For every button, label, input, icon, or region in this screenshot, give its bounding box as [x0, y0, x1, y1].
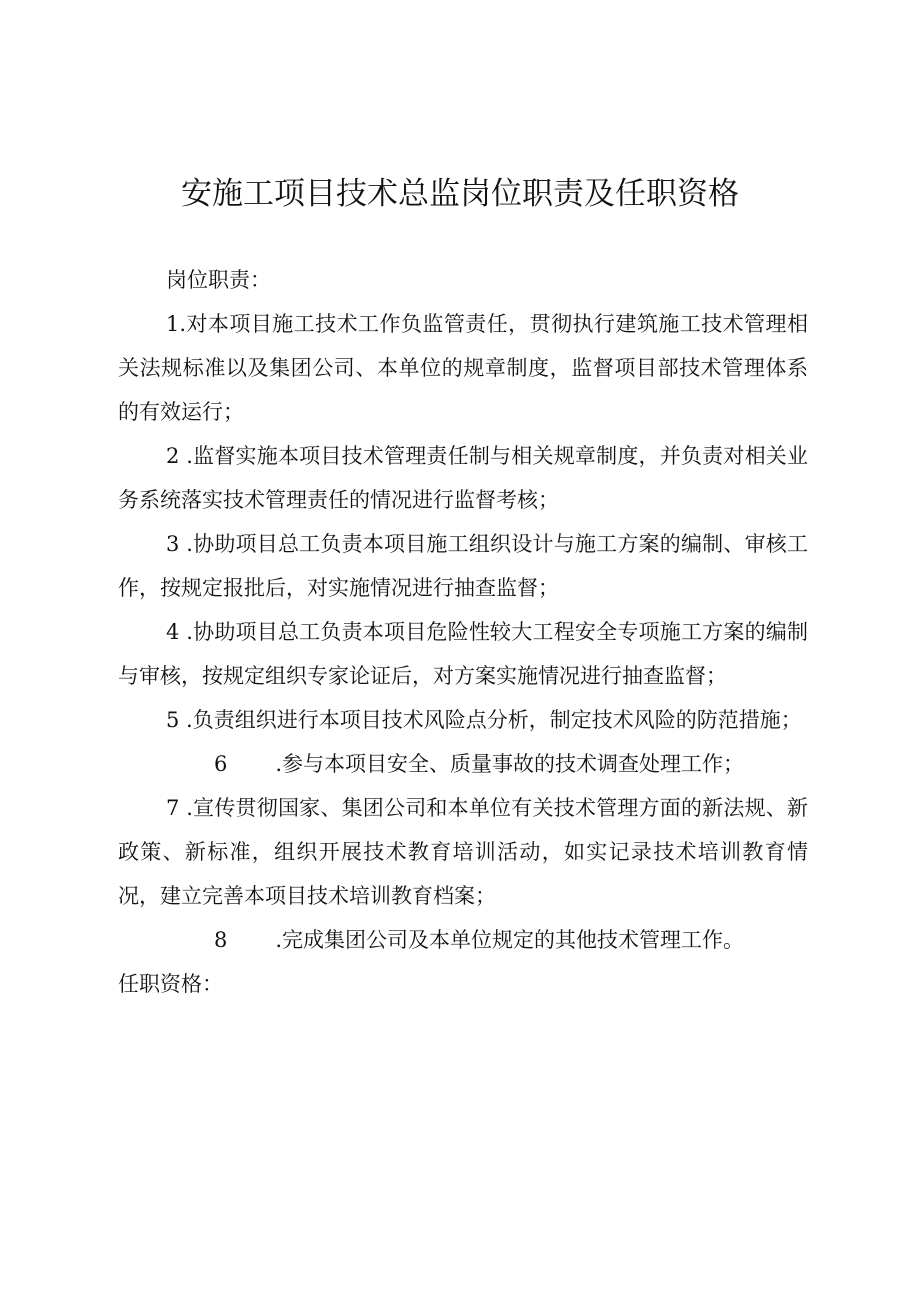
duty-item-5: 5 .负责组织进行本项目技术风险点分析，制定技术风险的防范措施；: [166, 708, 802, 732]
duty-item-6: [118, 742, 808, 786]
duty-item-6-number: 6: [214, 752, 228, 776]
duty-item-8-number: 8: [214, 928, 228, 952]
document-title: 安施工项目技术总监岗位职责及任职资格: [181, 176, 739, 212]
duty-item-1: 1.对本项目施工技术工作负监管责任，贯彻执行建筑施工技术管理相关法规标准以及集团公司、本单位的规章制度，监督项目部技术管理体系的有效运行；: [118, 312, 808, 424]
document-body: [118, 258, 808, 1006]
qualifications-heading: 任职资格：: [118, 972, 223, 996]
duty-item-2: 2 .监督实施本项目技术管理责任制与相关规章制度，并负责对相关业务系统落实技术管理责任的情况进行监督考核；: [118, 444, 808, 512]
duties-heading: 岗位职责：: [166, 268, 271, 292]
duty-item-4: 4 .协助项目总工负责本项目危险性较大工程安全专项施工方案的编制与审核，按规定组织专家论证后，对方案实施情况进行抽查监督；: [118, 620, 808, 688]
duty-item-6-text: .参与本项目安全、质量事故的技术调查处理工作；: [275, 752, 745, 776]
duty-item-7: 7 .宣传贯彻国家、集团公司和本单位有关技术管理方面的新法规、新政策、新标准，组织开展技术教育培训活动，如实记录技术培训教育情况，建立完善本项目技术培训教育档案；: [118, 796, 808, 908]
duty-item-8-text: .完成集团公司及本单位规定的其他技术管理工作。: [275, 928, 745, 952]
duty-item-8: [118, 918, 808, 962]
duty-item-3: 3 .协助项目总工负责本项目施工组织设计与施工方案的编制、审核工作，按规定报批后，对实施情况进行抽查监督；: [118, 532, 808, 600]
